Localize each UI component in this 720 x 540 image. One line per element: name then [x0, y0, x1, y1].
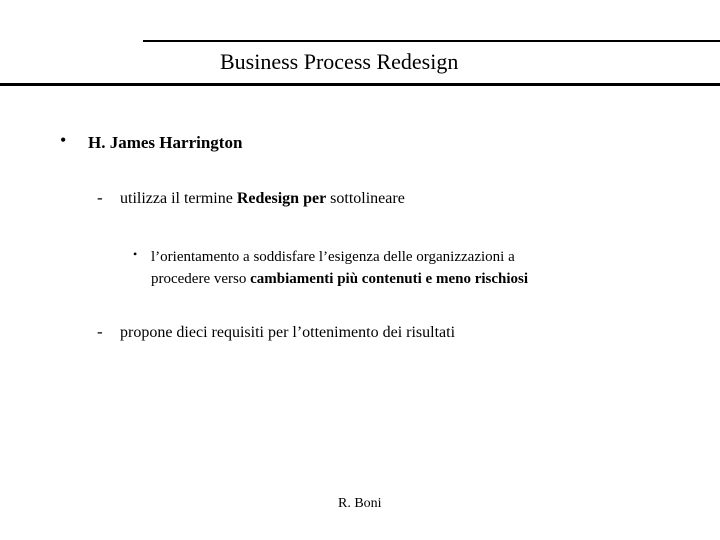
- title-rule-bottom: [0, 83, 720, 86]
- sub-sub-line2: procedere verso: [151, 271, 251, 287]
- sub-bullet-redesign: [120, 190, 405, 208]
- title-rule-top: [143, 40, 720, 42]
- footer-author: R. Boni: [338, 496, 382, 511]
- slide-title: Business Process Redesign: [220, 49, 459, 74]
- bullet-marker: •: [60, 130, 67, 150]
- sub-bullet-bold: Redesign per: [236, 190, 327, 207]
- dash-marker: -: [97, 188, 103, 207]
- small-bullet-marker: •: [133, 247, 138, 261]
- sub-sub-line1: l’orientamento a soddisfare l’esigenza delle organizzazioni a: [151, 249, 515, 265]
- bullet-author: H. James Harrington: [88, 133, 243, 152]
- sub-sub-bullet: [151, 246, 621, 290]
- sub-sub-bold: cambiamenti più contenuti e meno rischiosi: [250, 271, 529, 287]
- sub-bullet-text: utilizza il termine: [120, 190, 237, 207]
- sub-bullet-text: sottolineare: [326, 190, 405, 207]
- dash-marker: -: [97, 322, 103, 341]
- sub-bullet-requirements: propone dieci requisiti per l’ottenimento dei risultati: [120, 324, 456, 341]
